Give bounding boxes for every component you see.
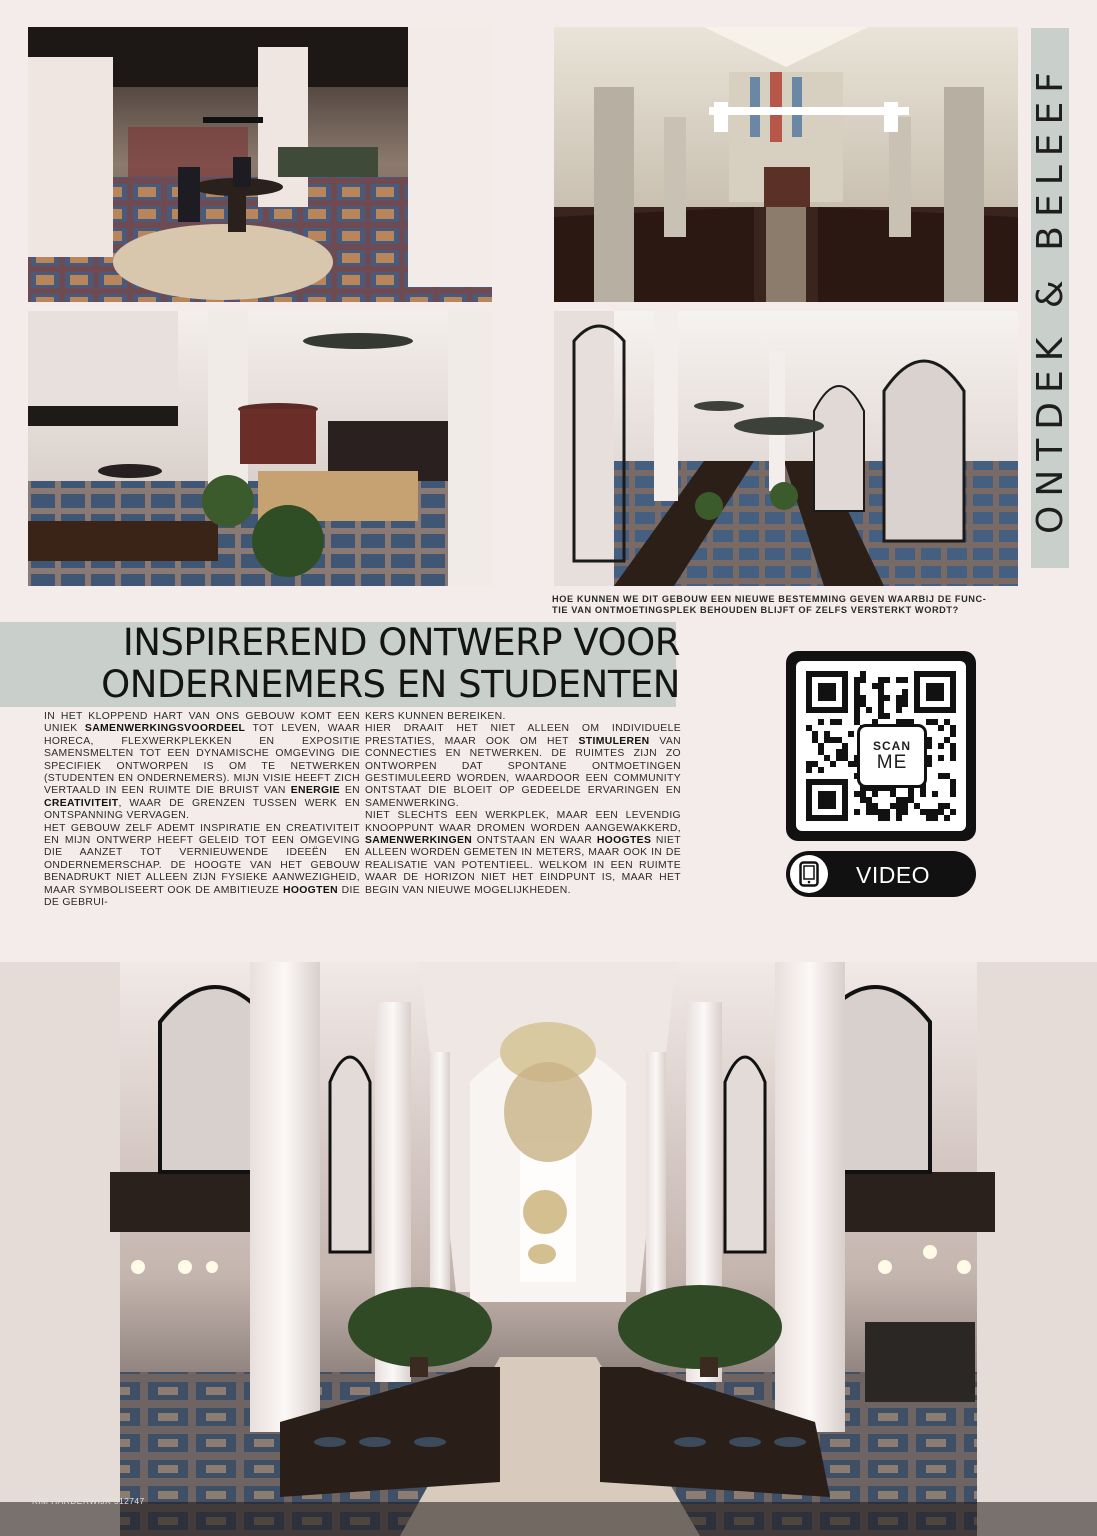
qr-code (796, 661, 966, 831)
video-label: VIDEO (856, 862, 931, 888)
headline (40, 622, 680, 706)
headline-line-2: ONDERNEMERS EN STUDENTEN (101, 663, 680, 706)
video-button[interactable] (786, 851, 976, 897)
qr-code-card[interactable] (786, 651, 976, 841)
side-title (1031, 28, 1069, 568)
body-paragraph: HIER DRAAIT HET NIET ALLEEN OM INDIVIDUELE PRESTATIES, MAAR OOK OM HET STIMULEREN VAN CONNECTIES EN NETWERKEN. DE RUIMTES ZIJN ZO ONTWORPEN DAT SPONTANE ONTMOETINGEN GESTIMULEERD WORDEN, WAARDOOR EEN COMMUNITY ONTSTAAT DIE BLOEIT OP GEDEELDE ERVARINGEN EN SAMENWERKING. (365, 723, 681, 809)
body-paragraph: IN HET KLOPPEND HART VAN ONS GEBOUW KOMT EEN UNIEK SAMENWERKINGSVOORDEEL TOT LEVEN, WAAR HORECA, FLEXWERKPLEKKEN EN EXPOSITIE SAMENSMELTEN TOT EEN DYNAMISCHE OMGEVING DIE SPECIFIEK ONTWORPEN IS OM TE NETWERKEN (STUDENTEN EN ONDERNEMERS). MIJN VISIE HEEFT ZICH VERTAALD IN EEN RUIMTE DIE BRUIST VAN ENERGIE EN CREATIVITEIT, WAAR DE GRENZEN TUSSEN WERK EN ONTSPANNING VERVAGEN. (44, 711, 360, 822)
body-paragraph: KERS KUNNEN BEREIKEN. (365, 711, 506, 722)
photo-original-church-nave (554, 27, 1018, 302)
side-title-text: ONTDEK & BELEEF (1029, 62, 1071, 534)
qr-me-label: ME (876, 751, 908, 773)
author-credit: KIM HARDERWIJK 512747 (32, 1496, 145, 1506)
render-nave-long-tables (554, 311, 1018, 586)
render-lounge-meeting (28, 27, 492, 302)
body-paragraph: NIET SLECHTS EEN WERKPLEK, MAAR EEN LEVENDIG KNOOPPUNT WAAR DROMEN WORDEN AANGEWAKKERD, SAMENWERKINGEN ONTSTAAN EN WAAR HOOGTES NIET ALLEEN WORDEN GEMETEN IN METERS, MAAR OOK IN DE REALISATIE VAN POTENTIEEL. WELKOM IN EEN RUIMTE WAAR DE HORIZON NIET HET EINDPUNT IS, MAAR HET BEGIN VAN NIEUWE MOGELIJKHEDEN. (365, 810, 682, 896)
body-paragraph: HET GEBOUW ZELF ADEMT INSPIRATIE EN CREATIVITEIT EN MIJN ONTWERP HEEFT GELEID TOT EEN OMGEVING DIE AANZET TOT VERNIEUWENDE IDEEËN EN ONDERNEMERSCHAP. DE HOOGTE VAN HET GEBOUW BENADRUKT NIET ALLEEN ZIJN FYSIEKE AANWEZIGHEID, MAAR SYMBOLISEERT OOK DE AMBITIEUZE HOOGTEN DIE DE GEBRUI- (44, 822, 360, 909)
intro-question-line-1: HOE KUNNEN WE DIT GEBOUW EEN NIEUWE BESTEMMING GEVEN WAARBIJ DE FUNC- (552, 594, 987, 604)
body-column-2 (365, 711, 681, 897)
intro-question-line-2: TIE VAN ONTMOETINGSPLEK BEHOUDEN BLIJFT OF ZELFS VERSTERKT WORDT? (552, 605, 959, 615)
qr-scan-label: SCAN (872, 738, 911, 753)
headline-line-1: INSPIREREND ONTWERP VOOR (122, 621, 680, 664)
qr-scan-badge (857, 724, 927, 788)
intro-question (552, 594, 1022, 616)
render-main-hall (0, 962, 1097, 1536)
body-column-1 (44, 711, 360, 910)
phone-icon (790, 855, 828, 893)
render-mezzanine-flexspace (28, 311, 492, 586)
